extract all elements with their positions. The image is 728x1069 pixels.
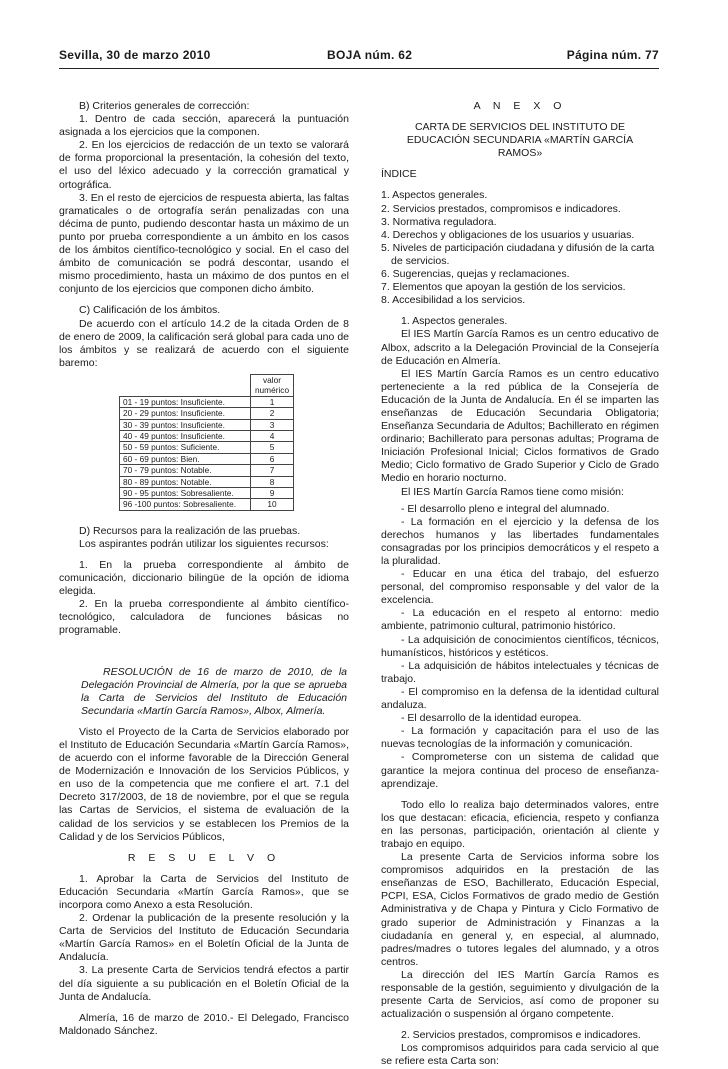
header-page-number: Página núm. 77 <box>566 48 659 62</box>
values-paragraph: Todo ello lo realiza bajo determinados valores, entre los que destacan: eficacia, eficiencia, respeto y confianza en las personas, participación, orientación al cliente y trabajo en equipo. <box>381 798 659 850</box>
resolution-title <box>81 666 347 718</box>
table-row <box>120 430 294 441</box>
section-2-title: 2. Servicios prestados, compromisos e indicadores. <box>401 1029 641 1042</box>
index-item: 5. Niveles de participación ciudadana y difusión de la carta de servicios. <box>381 241 655 267</box>
signature: Almería, 16 de marzo de 2010.- El Delegado, Francisco Maldonado Sánchez. <box>59 1011 349 1037</box>
mission-item: - Educar en una ética del trabajo, del esfuerzo personal, del compromiso responsable y del valor de la excelencia. <box>381 568 659 607</box>
paragraph-b2: 2. En los ejercicios de redacción de un texto se valorará de forma proporcional la presentación, la cohesión del texto, el uso del léxico adecuado y la corrección gramatical y ortográfica. <box>59 139 349 191</box>
grade-value: 9 <box>251 487 294 498</box>
paragraph-b3: 3. En el resto de ejercicios de respuesta abierta, las faltas gramaticales o de ortografía serán penalizadas con una décima de punto, pudiendo descontar hasta un máximo de un punto por prueba correspondiente a un ámbito en los casos de los ámbitos científico-tecnológico y social. En el caso del ámbito de comunicación se podrá descontar, usando el mismo procedimiento, hasta un máximo de dos puntos en el conjunto de los ejercicios que componen dicho ámbito. <box>59 191 349 296</box>
index-item: 4. Derechos y obligaciones de los usuarios y usuarias. <box>381 228 635 241</box>
carta-paragraph: La presente Carta de Servicios informa sobre los compromisos adquiridos en la prestación de las enseñanzas de ESO, Bachillerato, Educación Especial, PCPI, ESA, Ciclos Formativos de grado medio de Gestión Administrativa y de Chapa y Pintura y Ciclo Formativo de grado superior de Administración y Finanzas a la ciudadanía en general y, en especial, al alumnado, padres/madres o tutores legales del alumnado, y a otros centros. <box>381 851 659 968</box>
header-rule <box>59 68 659 69</box>
table-row <box>120 442 294 453</box>
section-1-title: 1. Aspectos generales. <box>401 315 508 328</box>
section-1-paragraph-2: El IES Martín García Ramos es un centro educativo perteneciente a la red pública de la Consejería de Educación de la Junta de Andalucía. En él se imparten las enseñanzas de Educación Secundaria Obligatoria; Enseñanza Secundaria de Adultos; Bachillerato en régimen ordinario; Bachillerato para personas adultas; Programa de Iniciación Profesional Inicial; Ciclos formativos de Grado Medio; Ciclo formativo de Grado Superior y Ciclo de Grado Medio en horario nocturno. <box>381 367 659 485</box>
index-item: 7. Elementos que apoyan la gestión de los servicios. <box>381 281 626 294</box>
header-bulletin: BOJA núm. 62 <box>327 48 413 62</box>
direccion-paragraph: La dirección del IES Martín García Ramos es responsable de la gestión, seguimiento y divulgación de la presente Carta de Servicios, así como de proponer su actualización o suspensión al órgano competente. <box>381 968 659 1021</box>
table-row <box>120 396 294 407</box>
index-item: 1. Aspectos generales. <box>381 189 488 202</box>
mission-item: - La adquisición de conocimientos científicos, técnicos, humanísticos, históricos y estéticos. <box>381 633 659 659</box>
section-c-title: C) Calificación de los ámbitos. <box>79 304 221 317</box>
index-item: 8. Accesibilidad a los servicios. <box>381 294 526 307</box>
grade-range: 01 - 19 puntos: Insuficiente. <box>120 396 251 407</box>
grade-value: 4 <box>251 430 294 441</box>
table-row <box>120 453 294 464</box>
table-row <box>120 465 294 476</box>
grade-value: 10 <box>251 499 294 510</box>
left-column <box>59 100 349 1038</box>
paragraph-b1: 1. Dentro de cada sección, aparecerá la puntuación asignada a los ejercicios que la componen. <box>59 113 349 139</box>
page-header <box>59 48 659 66</box>
table-row <box>120 408 294 419</box>
table-row <box>120 419 294 430</box>
paragraph-visto: Visto el Proyecto de la Carta de Servicios elaborado por el Instituto de Educación Secundaria «Martín García Ramos», de acuerdo con el informe favorable de la Dirección General de Modernización e Innovación de los Servicios Públicos, y en uso de la competencia que me confiere el art. 7.1 del Decreto 317/2003, de 18 de noviembre, por el que se regula las Cartas de Servicios, el sistema de evaluación de la calidad de los servicios y se establecen los Premios de la Calidad y de los Servicios Públicos, <box>59 725 349 843</box>
grade-value: 5 <box>251 442 294 453</box>
mission-item: - El compromiso en la defensa de la identidad cultural andaluza. <box>381 685 659 712</box>
mission-item: - La formación en el ejercicio y la defensa de los derechos humanos y las libertades fundamentales consagradas por los principios democráticos y el respeto a la pluralidad. <box>381 515 659 567</box>
anexo-heading: A N E X O <box>473 100 567 112</box>
section-1-paragraph-3: El IES Martín García Ramos tiene como misión: <box>401 485 624 498</box>
section-2-paragraph-1: Los compromisos adquiridos para cada servicio al que se refiere esta Carta son: <box>381 1042 659 1068</box>
grading-header-line2: numérico <box>254 385 290 396</box>
header-date: Sevilla, 30 de marzo 2010 <box>59 48 211 62</box>
mission-item: - El desarrollo pleno e integral del alumnado. <box>401 502 610 515</box>
grade-range: 40 - 49 puntos: Insuficiente. <box>120 430 251 441</box>
mission-item: - El desarrollo de la identidad europea. <box>401 712 582 725</box>
grade-value: 6 <box>251 453 294 464</box>
index-item: 3. Normativa reguladora. <box>381 215 497 228</box>
grade-range: 90 - 95 puntos: Sobresaliente. <box>120 487 251 498</box>
index-item: 6. Sugerencias, quejas y reclamaciones. <box>381 268 570 281</box>
paragraph-r3: 3. La presente Carta de Servicios tendrá efectos a partir del día siguiente a su publicación en el Boletín Oficial de la Junta de Andalucía. <box>59 964 349 1003</box>
grading-table-header <box>251 374 294 396</box>
grade-range: 70 - 79 puntos: Notable. <box>120 465 251 476</box>
resuelvo-heading: R E S U E L V O <box>127 851 281 864</box>
right-column <box>381 100 659 1069</box>
grade-range: 96 -100 puntos: Sobresaliente. <box>120 499 251 510</box>
grade-range: 50 - 59 puntos: Suficiente. <box>120 442 251 453</box>
mission-item: - Comprometerse con un sistema de calidad que garantice la mejora continua del proceso de enseñanza-aprendizaje. <box>381 751 659 790</box>
grading-header-line1: valor <box>263 374 281 385</box>
carta-title: CARTA DE SERVICIOS DEL INSTITUTO DE EDUCACIÓN SECUNDARIA «MARTÍN GARCÍA RAMOS» <box>406 121 634 160</box>
paragraph-r1: 1. Aprobar la Carta de Servicios del Instituto de Educación Secundaria «Martín García Ramos», que se incorpora como Anexo a esta Resolución. <box>59 872 349 911</box>
paragraph-d1: 1. En la prueba correspondiente al ámbito de comunicación, diccionario bilingüe de la opción de idioma elegida. <box>59 558 349 598</box>
grade-value: 3 <box>251 419 294 430</box>
grade-value: 7 <box>251 465 294 476</box>
table-row <box>120 499 294 510</box>
section-d-title: D) Recursos para la realización de las pruebas. <box>79 524 301 537</box>
grading-table <box>119 374 294 511</box>
mission-item: - La formación y capacitación para el uso de las nuevas tecnologías de la información y comunicación. <box>381 725 659 751</box>
table-row <box>120 476 294 487</box>
section-1-paragraph-1: El IES Martín García Ramos es un centro educativo de Albox, adscrito a la Delegación Provincial de la Consejería de Educación en Almería. <box>381 328 659 367</box>
paragraph-d-intro: Los aspirantes podrán utilizar los siguientes recursos: <box>79 537 329 550</box>
section-b-title: B) Criterios generales de corrección: <box>79 100 250 112</box>
paragraph-r2: 2. Ordenar la publicación de la presente resolución y la Carta de Servicios del Instituto de Educación Secundaria «Martín García Ramos» en el Boletín Oficial de la Junta de Andalucía. <box>59 912 349 964</box>
paragraph-c1: De acuerdo con el artículo 14.2 de la citada Orden de 8 de enero de 2009, la calificación será global para cada uno de los ámbitos y se realizará de acuerdo con el siguiente baremo: <box>59 317 349 369</box>
paragraph-d2: 2. En la prueba correspondiente al ámbito científico-tecnológico, calculadora de funciones básicas no programable. <box>59 598 349 637</box>
table-row <box>120 487 294 498</box>
grade-value: 1 <box>251 396 294 407</box>
grade-value: 2 <box>251 408 294 419</box>
index-item: 2. Servicios prestados, compromisos e indicadores. <box>381 202 621 215</box>
grade-range: 60 - 69 puntos: Bien. <box>120 453 251 464</box>
mission-item: - La adquisición de hábitos intelectuales y técnicas de trabajo. <box>381 659 659 685</box>
grade-range: 80 - 89 puntos: Notable. <box>120 476 251 487</box>
indice-heading: ÍNDICE <box>381 168 417 181</box>
grade-range: 20 - 29 puntos: Insuficiente. <box>120 408 251 419</box>
grade-range: 30 - 39 puntos: Insuficiente. <box>120 419 251 430</box>
resolution-title-text: RESOLUCIÓN de 16 de marzo de 2010, de la Delegación Provincial de Almería, por la que se aprueba la Carta de Servicios del Instituto de Educación Secundaria «Martín García Ramos», Albox, Almería. <box>81 665 347 717</box>
grade-value: 8 <box>251 476 294 487</box>
mission-item: - La educación en el respeto al entorno: medio ambiente, patrimonio cultural, patrimonio histórico. <box>381 607 659 633</box>
